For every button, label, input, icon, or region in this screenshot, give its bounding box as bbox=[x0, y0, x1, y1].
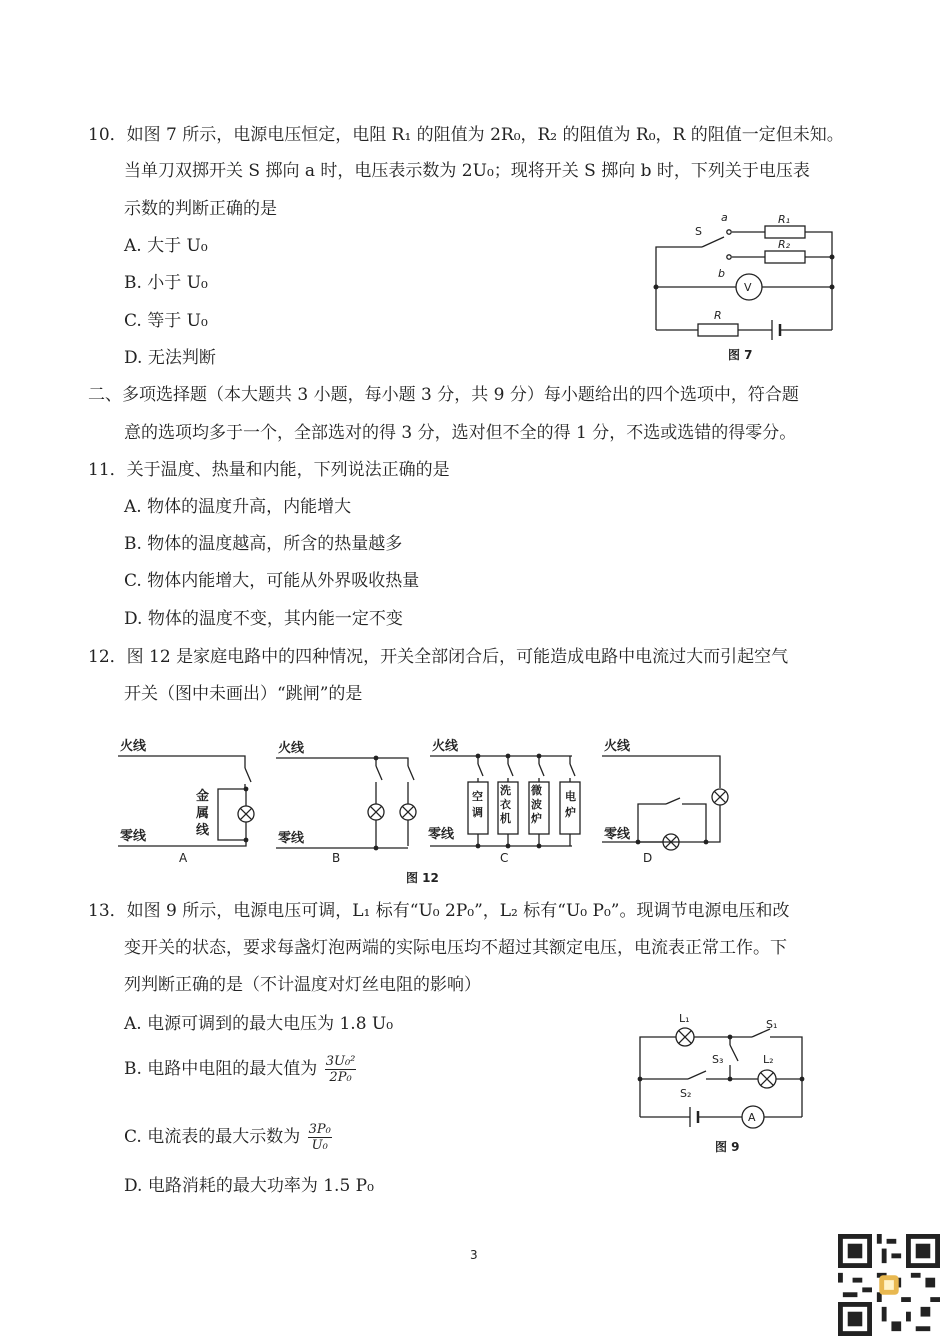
q10-option-d: D. 无法判断 bbox=[124, 348, 216, 368]
fig9-ammeter-label: A bbox=[748, 1111, 756, 1124]
section2-instructions-line2: 意的选项均多于一个，全部选对的得 3 分，选对但不全的得 1 分，不选或选错的得零分。 bbox=[124, 423, 797, 443]
q13-option-c-text: C. 电流表的最大示数为 bbox=[124, 1127, 301, 1147]
q13-option-a: A. 电源可调到的最大电压为 1.8 U₀ bbox=[124, 1014, 394, 1034]
q10-stem-line1: 10．如图 7 所示，电源电压恒定，电阻 R₁ 的阻值为 2R₀，R₂ 的阻值为 R₀，R 的阻值一定但未知。 bbox=[88, 125, 844, 145]
panel-b-live-label: 火线 bbox=[278, 741, 305, 756]
panel-c-live-label: 火线 bbox=[432, 739, 459, 754]
figure-12-caption: 图 12 bbox=[406, 871, 439, 885]
appliance-stove-2: 炉 bbox=[565, 806, 576, 819]
panel-a-metal-wire-1: 金 bbox=[196, 789, 210, 804]
figure-9-caption: 图 9 bbox=[715, 1140, 740, 1154]
fig7-label-r1: R₁ bbox=[778, 213, 791, 226]
fig7-label-a: a bbox=[721, 211, 728, 224]
q13-option-c-fraction bbox=[308, 1122, 332, 1153]
q13-option-b-fraction bbox=[325, 1054, 357, 1085]
figure-7-circuit-diagram bbox=[640, 205, 850, 365]
q11-option-d: D. 物体的温度不变，其内能一定不变 bbox=[124, 609, 403, 629]
fig7-label-r2: R₂ bbox=[778, 238, 791, 251]
panel-a-live-label: 火线 bbox=[120, 739, 147, 754]
panel-d-neutral-label: 零线 bbox=[604, 827, 631, 842]
q11-option-b: B. 物体的温度越高，所含的热量越多 bbox=[124, 534, 403, 554]
fig7-voltmeter-label: V bbox=[744, 281, 752, 294]
fig9-label-s3: S₃ bbox=[712, 1053, 724, 1066]
q11-stem: 11．关于温度、热量和内能，下列说法正确的是 bbox=[88, 460, 450, 480]
appliance-washer-1: 洗 bbox=[500, 784, 511, 797]
q12-stem-line2: 开关（图中未画出）“跳闸”的是 bbox=[124, 684, 363, 704]
fig7-label-s: S bbox=[695, 225, 702, 238]
appliance-ac-2: 调 bbox=[472, 806, 483, 819]
q10-option-b: B. 小于 U₀ bbox=[124, 273, 208, 293]
section2-instructions-line1: 二、多项选择题（本大题共 3 小题，每小题 3 分，共 9 分）每小题给出的四个选项中，符合题 bbox=[88, 385, 799, 405]
panel-d-label: D bbox=[643, 851, 653, 865]
q13-option-b-denominator: 2P₀ bbox=[329, 1070, 352, 1085]
appliance-washer-3: 机 bbox=[500, 812, 511, 825]
panel-d-live-label: 火线 bbox=[604, 739, 631, 754]
q13-option-b bbox=[124, 1054, 358, 1085]
panel-a-metal-wire-3: 线 bbox=[196, 823, 210, 838]
fig9-label-l1: L₁ bbox=[679, 1012, 690, 1025]
qr-code-icon bbox=[838, 1234, 940, 1336]
q10-stem-line3: 示数的判断正确的是 bbox=[124, 199, 277, 219]
appliance-washer-2: 衣 bbox=[500, 798, 511, 811]
q13-stem-line2: 变开关的状态，要求每盏灯泡两端的实际电压均不超过其额定电压，电流表正常工作。下 bbox=[124, 938, 787, 958]
panel-c-label: C bbox=[500, 851, 509, 865]
q10-option-a: A. 大于 U₀ bbox=[124, 236, 208, 256]
appliance-microwave-3: 炉 bbox=[531, 812, 542, 825]
panel-a-metal-wire-2: 属 bbox=[196, 806, 210, 821]
panel-c-neutral-label: 零线 bbox=[428, 827, 455, 842]
q10-option-c: C. 等于 U₀ bbox=[124, 311, 208, 331]
figure-7-caption: 图 7 bbox=[728, 348, 753, 362]
q12-stem-line1: 12．图 12 是家庭电路中的四种情况，开关全部闭合后，可能造成电路中电流过大而引起空气 bbox=[88, 647, 789, 667]
q10-stem-line2: 当单刀双掷开关 S 掷向 a 时，电压表示数为 2U₀；现将开关 S 掷向 b 时，下列关于电压表 bbox=[124, 161, 810, 181]
figure-12-circuit-panels bbox=[110, 730, 760, 870]
figure-9-circuit-diagram bbox=[630, 1005, 810, 1140]
fig9-label-s2: S₂ bbox=[680, 1087, 692, 1100]
appliance-microwave-2: 波 bbox=[531, 798, 542, 811]
appliance-microwave-1: 微 bbox=[531, 784, 542, 797]
fig9-label-s1: S₁ bbox=[766, 1018, 778, 1031]
panel-b-label: B bbox=[332, 851, 341, 865]
q13-stem-line1: 13．如图 9 所示，电源电压可调，L₁ 标有“U₀ 2P₀”，L₂ 标有“U₀ P₀”。现调节电源电压和改 bbox=[88, 901, 790, 921]
q11-option-c: C. 物体内能增大，可能从外界吸收热量 bbox=[124, 571, 420, 591]
panel-a-neutral-label: 零线 bbox=[120, 829, 147, 844]
q13-option-b-numerator: 3U₀² bbox=[325, 1054, 356, 1069]
appliance-stove-1: 电 bbox=[565, 790, 576, 803]
page-number: 3 bbox=[470, 1248, 478, 1262]
q13-option-c-numerator: 3P₀ bbox=[308, 1122, 331, 1137]
q11-option-a: A. 物体的温度升高，内能增大 bbox=[124, 497, 352, 517]
fig7-label-b: b bbox=[718, 267, 725, 280]
q13-option-c bbox=[124, 1122, 334, 1153]
q13-option-b-text: B. 电路中电阻的最大值为 bbox=[124, 1059, 318, 1079]
q13-stem-line3: 列判断正确的是（不计温度对灯丝电阻的影响） bbox=[124, 975, 481, 995]
q13-option-c-denominator: U₀ bbox=[311, 1138, 328, 1153]
appliance-ac-1: 空 bbox=[472, 790, 483, 803]
fig9-label-l2: L₂ bbox=[763, 1053, 774, 1066]
panel-b-neutral-label: 零线 bbox=[278, 831, 305, 846]
panel-a-label: A bbox=[179, 851, 188, 865]
fig7-label-r: R bbox=[714, 309, 722, 322]
q13-option-d: D. 电路消耗的最大功率为 1.5 P₀ bbox=[124, 1176, 374, 1196]
